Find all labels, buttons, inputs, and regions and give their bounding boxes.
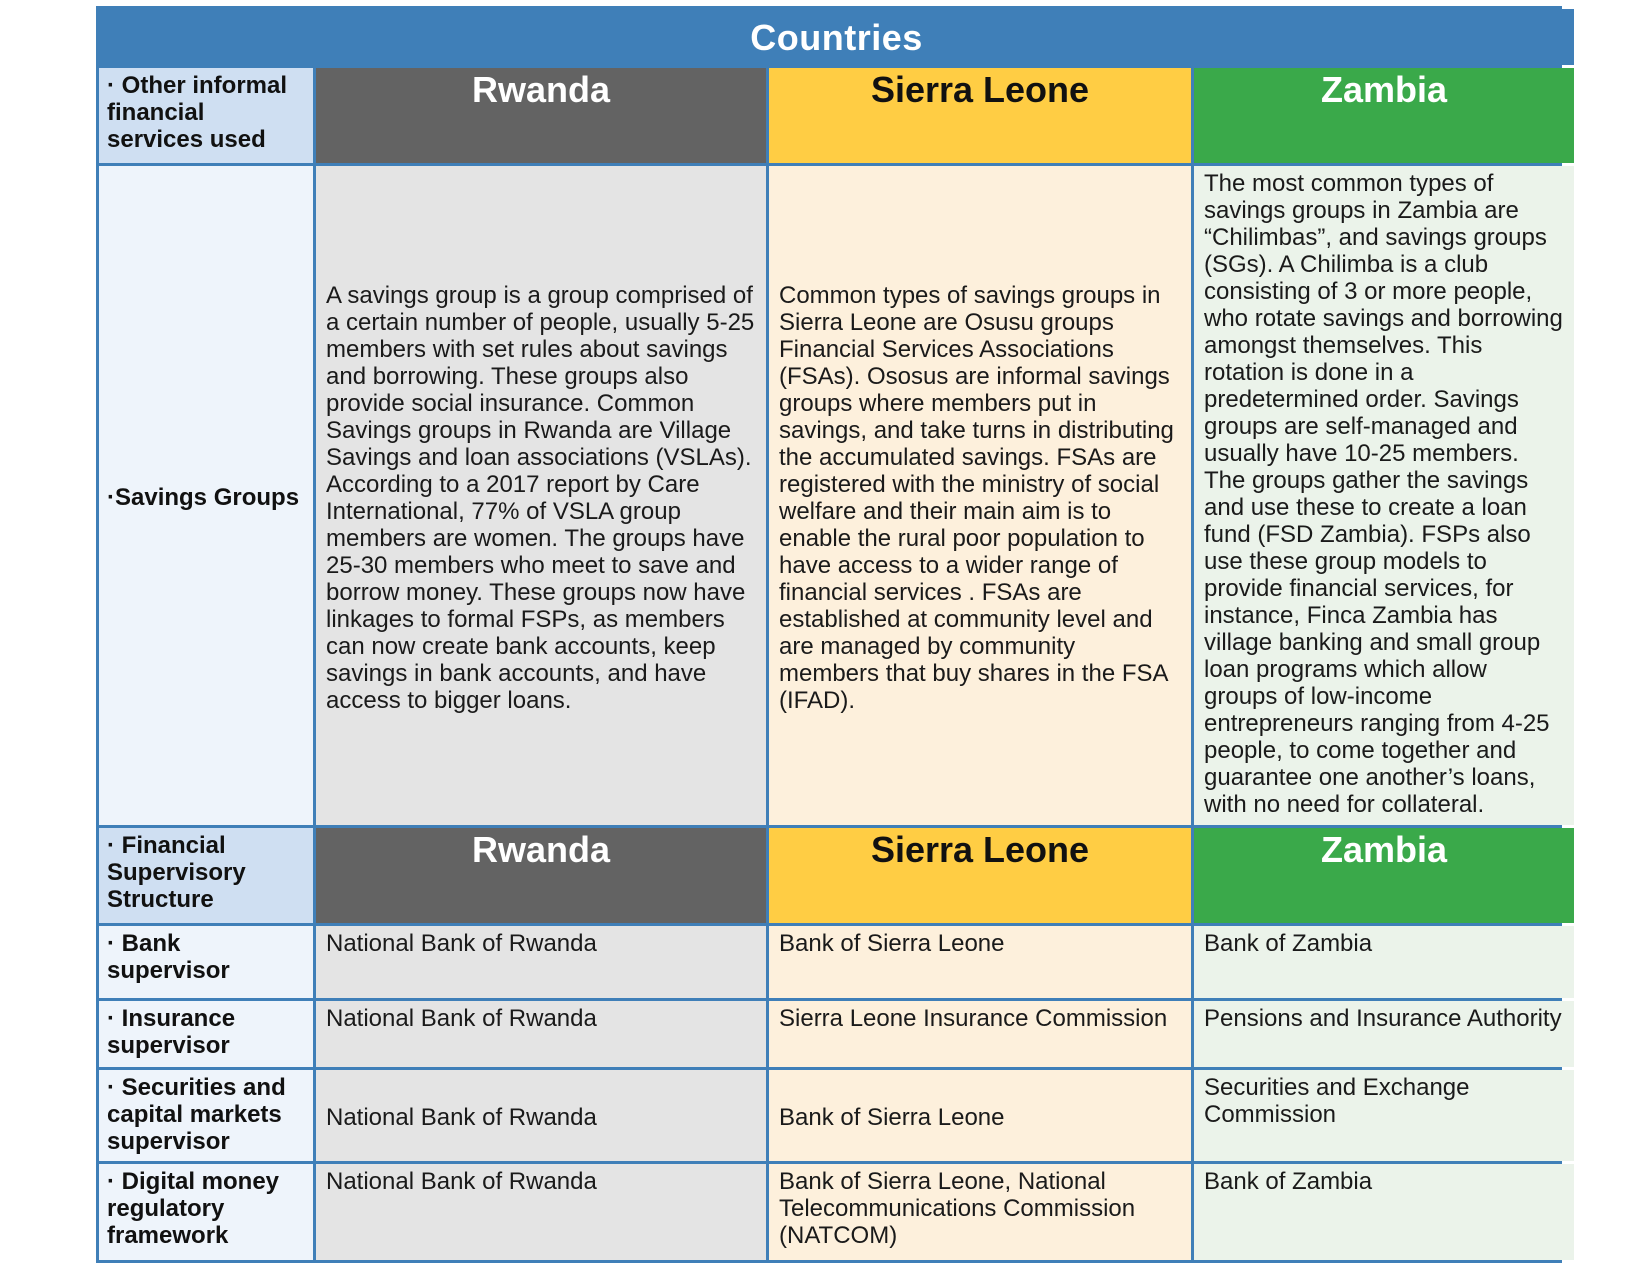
country-comparison-table	[96, 6, 1562, 1263]
table-cell-sierra-leone-digital: Bank of Sierra Leone, National Telecommunications Commission (NATCOM)	[769, 1164, 1191, 1260]
section-label-supervisory-structure: · Financial Supervisory Structure	[99, 828, 313, 923]
column-header-sierra-leone: Sierra Leone	[769, 828, 1191, 923]
row-label-securities-supervisor: · Securities and capital markets supervisor	[99, 1070, 313, 1161]
row-label-bank-supervisor: · Bank supervisor	[99, 926, 313, 998]
row-label-text: ·Savings Groups	[107, 484, 300, 511]
table-cell-zambia-digital: Bank of Zambia	[1194, 1164, 1574, 1260]
column-header-rwanda: Rwanda	[316, 828, 766, 923]
cell-text: A savings group is a group comprised of a certain number of people, usually 5-25 members with set rules about savings and borrowing. These groups also provide social insurance. Common Savings groups in Rwanda are Village Savings and loan associations (VSLAs). According to a 2017 report by Care International, 77% of VSLA group members are women. The groups have 25-30 members who meet to save and borrow money. These groups now have linkages to formal FSPs, as members can now create bank accounts, keep savings in bank accounts, and have access to bigger loans.	[326, 281, 755, 714]
section-label-informal-services: · Other informal financial services used	[99, 68, 313, 163]
cell-text: Common types of savings groups in Sierra Leone are Osusu groups Financial Services Associations (FSAs). Ososus are informal savings groups where members put in savings, and take turns in distributing the accumulated savings. FSAs are registered with the ministry of social welfare and their main aim is to enable the rural poor population to have access to a wider range of financial services . FSAs are established at community level and are managed by community members that buy shares in the FSA (IFAD).	[779, 281, 1174, 714]
table-cell-sierra-leone-insurance: Sierra Leone Insurance Commission	[769, 1001, 1191, 1067]
cell-text: Bank of Sierra Leone	[779, 1104, 1005, 1131]
cell-text: The most common types of savings groups in Zambia are “Chilimbas”, and savings groups (SGs). A Chilimba is a club consisting of 3 or more people, who rotate savings and borrowing amongst themselves. This rotation is done in a predetermined order. Savings groups are self-managed and usually have 10-25 members. The groups gather the savings and use these to create a loan fund (FSD Zambia). FSPs also use these group models to provide financial services, for instance, Finca Zambia has village banking and small group loan programs which allow groups of low-income entrepreneurs ranging from 4-25 people, to come together and guarantee one another’s loans, with no need for collateral.	[1204, 170, 1563, 818]
table-cell-rwanda-securities	[316, 1070, 766, 1161]
table-cell-sierra-leone-savings	[769, 166, 1191, 825]
column-header-sierra-leone: Sierra Leone	[769, 68, 1191, 163]
row-label-digital-money: · Digital money regulatory framework	[99, 1164, 313, 1260]
column-header-rwanda: Rwanda	[316, 68, 766, 163]
table-title: Countries	[99, 9, 1574, 65]
column-header-zambia: Zambia	[1194, 828, 1574, 923]
table-cell-rwanda-savings	[316, 166, 766, 825]
table-cell-rwanda-digital: National Bank of Rwanda	[316, 1164, 766, 1260]
table-cell-rwanda-bank: National Bank of Rwanda	[316, 926, 766, 998]
column-header-zambia: Zambia	[1194, 68, 1574, 163]
table-cell-rwanda-insurance: National Bank of Rwanda	[316, 1001, 766, 1067]
table-cell-sierra-leone-bank: Bank of Sierra Leone	[769, 926, 1191, 998]
table-cell-zambia-bank: Bank of Zambia	[1194, 926, 1574, 998]
table-cell-zambia-savings	[1194, 166, 1574, 825]
row-label-insurance-supervisor: · Insurance supervisor	[99, 1001, 313, 1067]
table-cell-zambia-insurance: Pensions and Insurance Authority	[1194, 1001, 1574, 1067]
cell-text: National Bank of Rwanda	[326, 1104, 597, 1131]
table-cell-sierra-leone-securities	[769, 1070, 1191, 1161]
row-label-savings-groups	[99, 166, 313, 825]
table-cell-zambia-securities: Securities and Exchange Commission	[1194, 1070, 1574, 1161]
